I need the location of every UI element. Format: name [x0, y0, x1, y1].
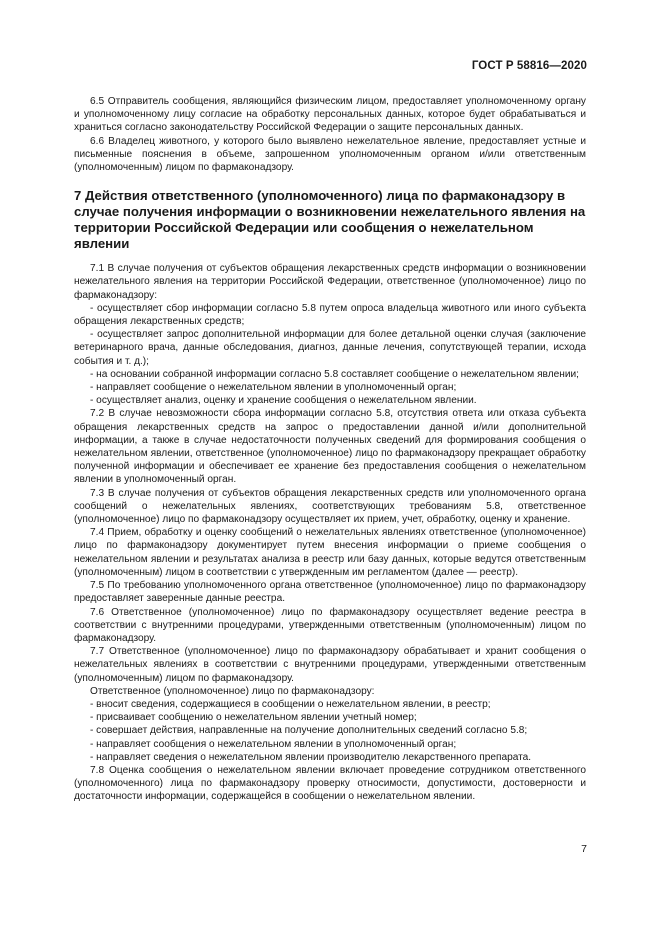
paragraph-7-3: 7.3 В случае получения от субъектов обращения лекарственных средств или уполномоченного органа сообщений о нежелательных явлениях, соответствующих требованиям 5.8, ответственное (уполномоченное) лицо по фармаконадзору осуществляет их прием, учет, обработку, оценку и хранение.	[74, 487, 586, 526]
paragraph-7-4: 7.4 Прием, обработку и оценку сообщений о нежелательных явлениях ответственное (уполномоченное) лицо по фармаконадзору документирует путем внесения информации о приеме сообщения о нежелательном явлении и результатах анализа в реестр или базу данных, которые ведутся ответственным (уполномоченным) лицом в соответствии с утвержденным им регламентом (далее — реестр).	[74, 527, 586, 578]
list-item: - осуществляет запрос дополнительной информации для более детальной оценки случая (заключение ветеринарного врача, данные обследования, диагноз, данные лечения, сопутствующей терапии, исхода события и т. д.);	[74, 329, 586, 367]
list-item: - вносит сведения, содержащиеся в сообщении о нежелательном явлении, в реестр;	[90, 698, 491, 710]
list-item: - направляет сообщение о нежелательном явлении в уполномоченный орган;	[90, 382, 457, 394]
list-item: - совершает действия, направленные на получение дополнительных сведений согласно 5.8;	[90, 725, 528, 737]
list-item: - осуществляет сбор информации согласно 5.8 путем опроса владельца животного или иного субъекта обращения лекарственных средств;	[74, 302, 586, 328]
section-7-heading: 7 Действия ответственного (уполномоченного) лица по фармаконадзору в случае получения информации о возникновении нежелательного явления на территории Российской Федерации или сообщения о нежелательном явлении	[74, 188, 586, 252]
list-item: - осуществляет анализ, оценку и хранение сообщения о нежелательном явлении.	[90, 395, 477, 407]
list-item: - на основании собранной информации согласно 5.8 составляет сообщение о нежелательном явлении;	[90, 368, 579, 380]
paragraph-7-7: 7.7 Ответственное (уполномоченное) лицо по фармаконадзору обрабатывает и хранит сообщения о нежелательных явлениях в соответствии с внутренними процедурами, утвержденными ответственным (уполномоченным) лицом по фармаконадзору.	[74, 646, 586, 684]
list-item: - направляет сообщения о нежелательном явлении в уполномоченный орган;	[90, 738, 457, 750]
page-number: 7	[581, 843, 587, 855]
paragraph-7-8: 7.8 Оценка сообщения о нежелательном явлении включает проведение сотрудником ответственного (уполномоченного) лица по фармаконадзору проверку относимости, допустимости, достоверности и достаточности информации, содержащейся в сообщении о нежелательном явлении.	[74, 764, 586, 803]
paragraph-7-7-intro: Ответственное (уполномоченное) лицо по фармаконадзору:	[90, 685, 375, 697]
paragraph-7-6: 7.6 Ответственное (уполномоченное) лицо по фармаконадзору осуществляет ведение реестра в соответствии с внутренними процедурами, утвержденными ответственным (уполномоченным) лицом по фармаконадзору.	[74, 606, 586, 644]
paragraph-7-1: 7.1 В случае получения от субъектов обращения лекарственных средств информации о возникновении нежелательного явления на территории Российской Федерации, ответственное (уполномоченное) лицо по фармаконадзору:	[74, 263, 586, 301]
paragraph-6-5: 6.5 Отправитель сообщения, являющийся физическим лицом, предоставляет уполномоченному органу и уполномоченному лицу согласие на обработку персональных данных, которое будет обрабатываться и храниться согласно законодательству Российской Федерации о защите персональных данных.	[74, 96, 586, 134]
document-body	[74, 95, 586, 804]
standard-header: ГОСТ Р 58816—2020	[471, 60, 587, 72]
list-item: - присваивает сообщению о нежелательном явлении учетный номер;	[90, 712, 417, 724]
list-item: - направляет сведения о нежелательном явлении производителю лекарственного препарата.	[90, 751, 532, 763]
paragraph-6-6: 6.6 Владелец животного, у которого было выявлено нежелательное явление, предоставляет устные и письменные пояснения в объеме, запрошенном уполномоченным органом и/или ответственным (уполномоченным) лицом по фармаконадзору.	[74, 135, 586, 174]
paragraph-7-2: 7.2 В случае невозможности сбора информации согласно 5.8, отсутствия ответа или отказа субъекта обращения лекарственных средств на запрос о предоставлении данной и/или дополнительной информации, а также в случае недостаточности полученных сведений для формирования сообщения о нежелательном явлении, ответственное (уполномоченное) лицо по фармаконадзору прекращает обработку полученной информации и обеспечивает ее хранение без предоставления сообщения о нежелательном явлении в уполномоченный орган.	[74, 408, 586, 486]
paragraph-7-5: 7.5 По требованию уполномоченного органа ответственное (уполномоченное) лицо по фармаконадзору предоставляет заверенные данные реестра.	[74, 580, 586, 605]
